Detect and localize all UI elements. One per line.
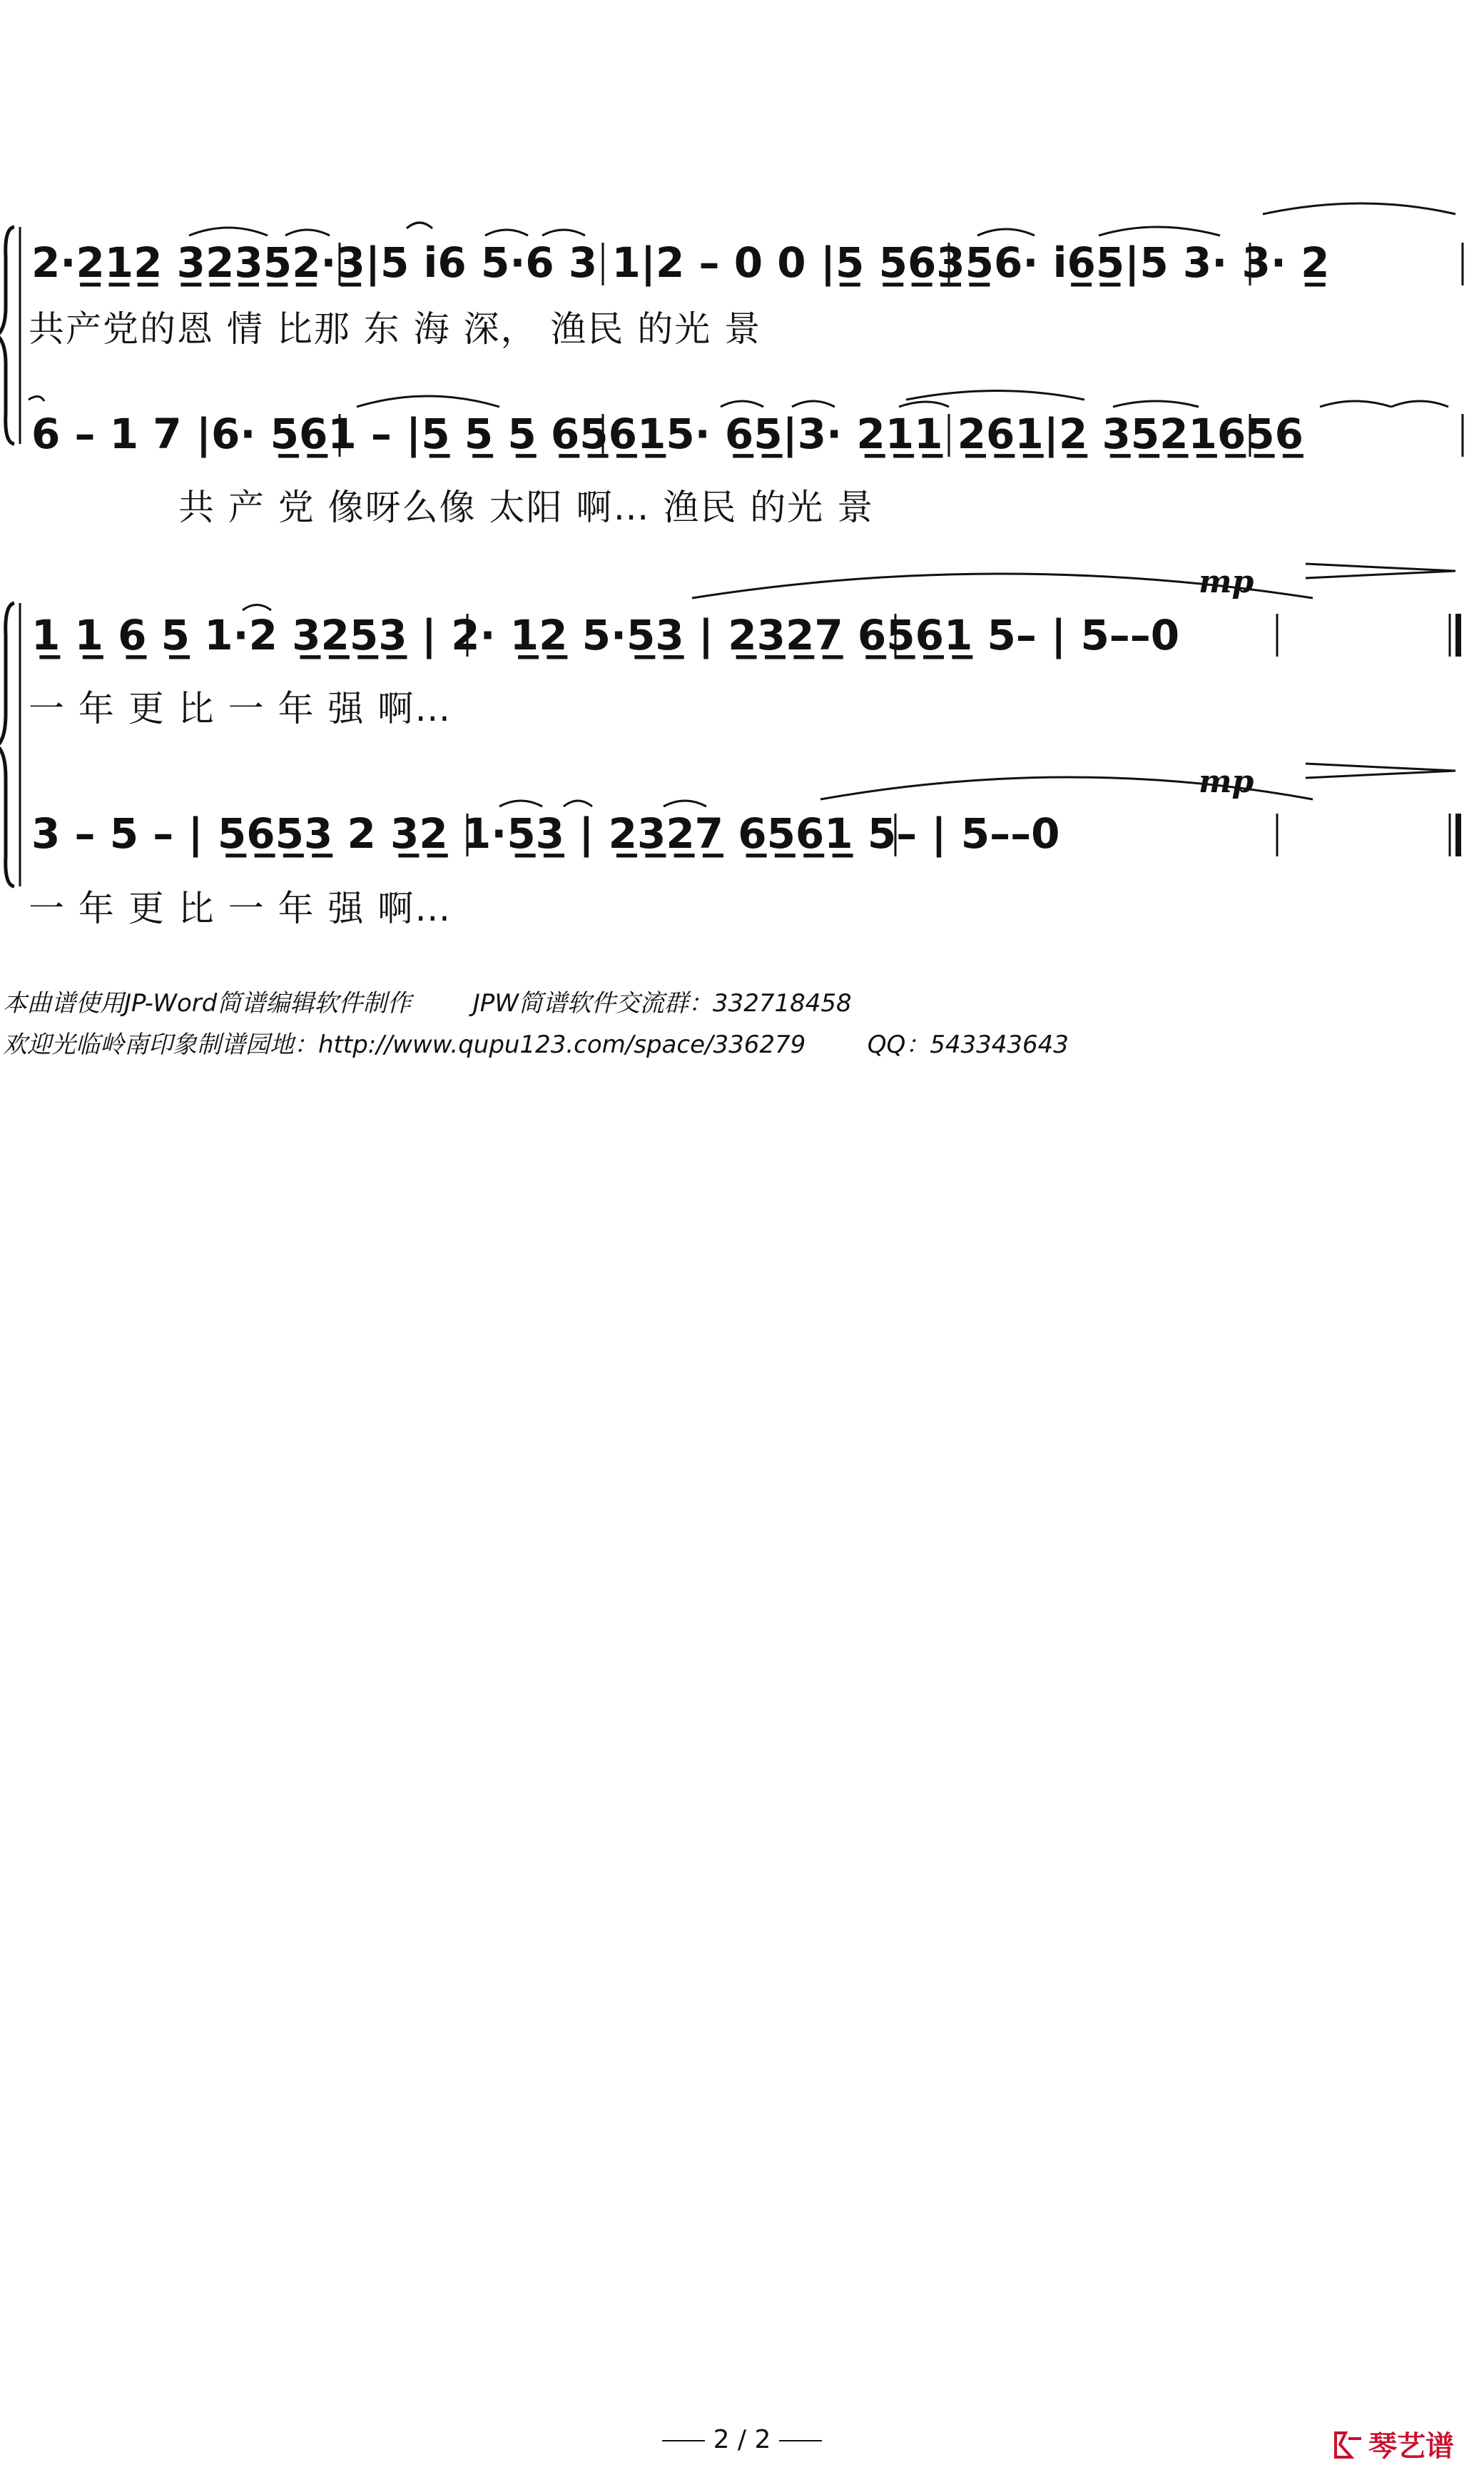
- decrescendo-hairpins: [1306, 564, 1455, 778]
- system1-upper-notes: 2·2̲1̲2̲ 3̲2̲3̲5̲2̲·3̲|5 i̇6 5·6 3 1|2 – 0 0 |5̲ 5̲6̲3̲5̲6· i̇6̲5̲|5 3· 3· 2̲: [31, 238, 1330, 287]
- system1-slurs: [29, 203, 1455, 407]
- logo-icon: [1333, 2429, 1364, 2460]
- system2-lower-lyrics: 一 年 更 比 一 年 强 啊…: [29, 888, 452, 929]
- footer-line-1: 本曲谱使用JP-Word简谱编辑软件制作 JPW简谱软件交流群：332718458: [3, 989, 852, 1018]
- system2-brace: [0, 603, 14, 886]
- system2-lower-notes: 3 – 5 – | 5̲6̲5̲3̲ 2 3̲2̲ 1·5̲3̲ | 2̲3̲2̲7̲ 6̲5̲6̲1̲ 5– | 5––0: [31, 809, 1060, 858]
- system1-lower-notes: 6 – 1 7 |6· 5̲6̲1 – |5̲ 5̲ 5̲ 6̲5̲6̲1̲5· 6̲5̲|3· 2̲1̲1̲ 2̲6̲1̲|2̲ 3̲5̲2̲1̲6̲5̲6̲: [31, 410, 1303, 458]
- dynamic-mp-lower: mp: [1199, 764, 1254, 800]
- logo-text: 琴艺谱: [1368, 2430, 1454, 2463]
- page-number: [0, 2425, 1484, 2454]
- footer-line-2: 欢迎光临岭南印象制谱园地：http://www.qupu123.com/space/336279 QQ：543343643: [3, 1031, 1069, 1059]
- system2-upper-lyrics: 一 年 更 比 一 年 强 啊…: [29, 688, 452, 729]
- system1-upper-lyrics: 共产党的恩 情 比那 东 海 深， 渔民 的光 景: [29, 308, 762, 350]
- system1-lower-lyrics: 共 产 党 像呀么像 太阳 啊… 渔民 的光 景: [178, 487, 875, 528]
- page-number-text: 2 / 2: [713, 2425, 771, 2454]
- dynamic-mp-upper: mp: [1199, 564, 1254, 600]
- qinyipu-logo: [1333, 2424, 1454, 2464]
- system2-upper-notes: 1̲ 1̲ 6̲ 5̲ 1·2 3̲2̲5̲3̲ | 2· 1̲2̲ 5·5̲3̲ | 2̲3̲2̲7̲ 6̲5̲6̲1̲ 5– | 5––0: [31, 611, 1180, 659]
- system1-brace: [0, 227, 14, 444]
